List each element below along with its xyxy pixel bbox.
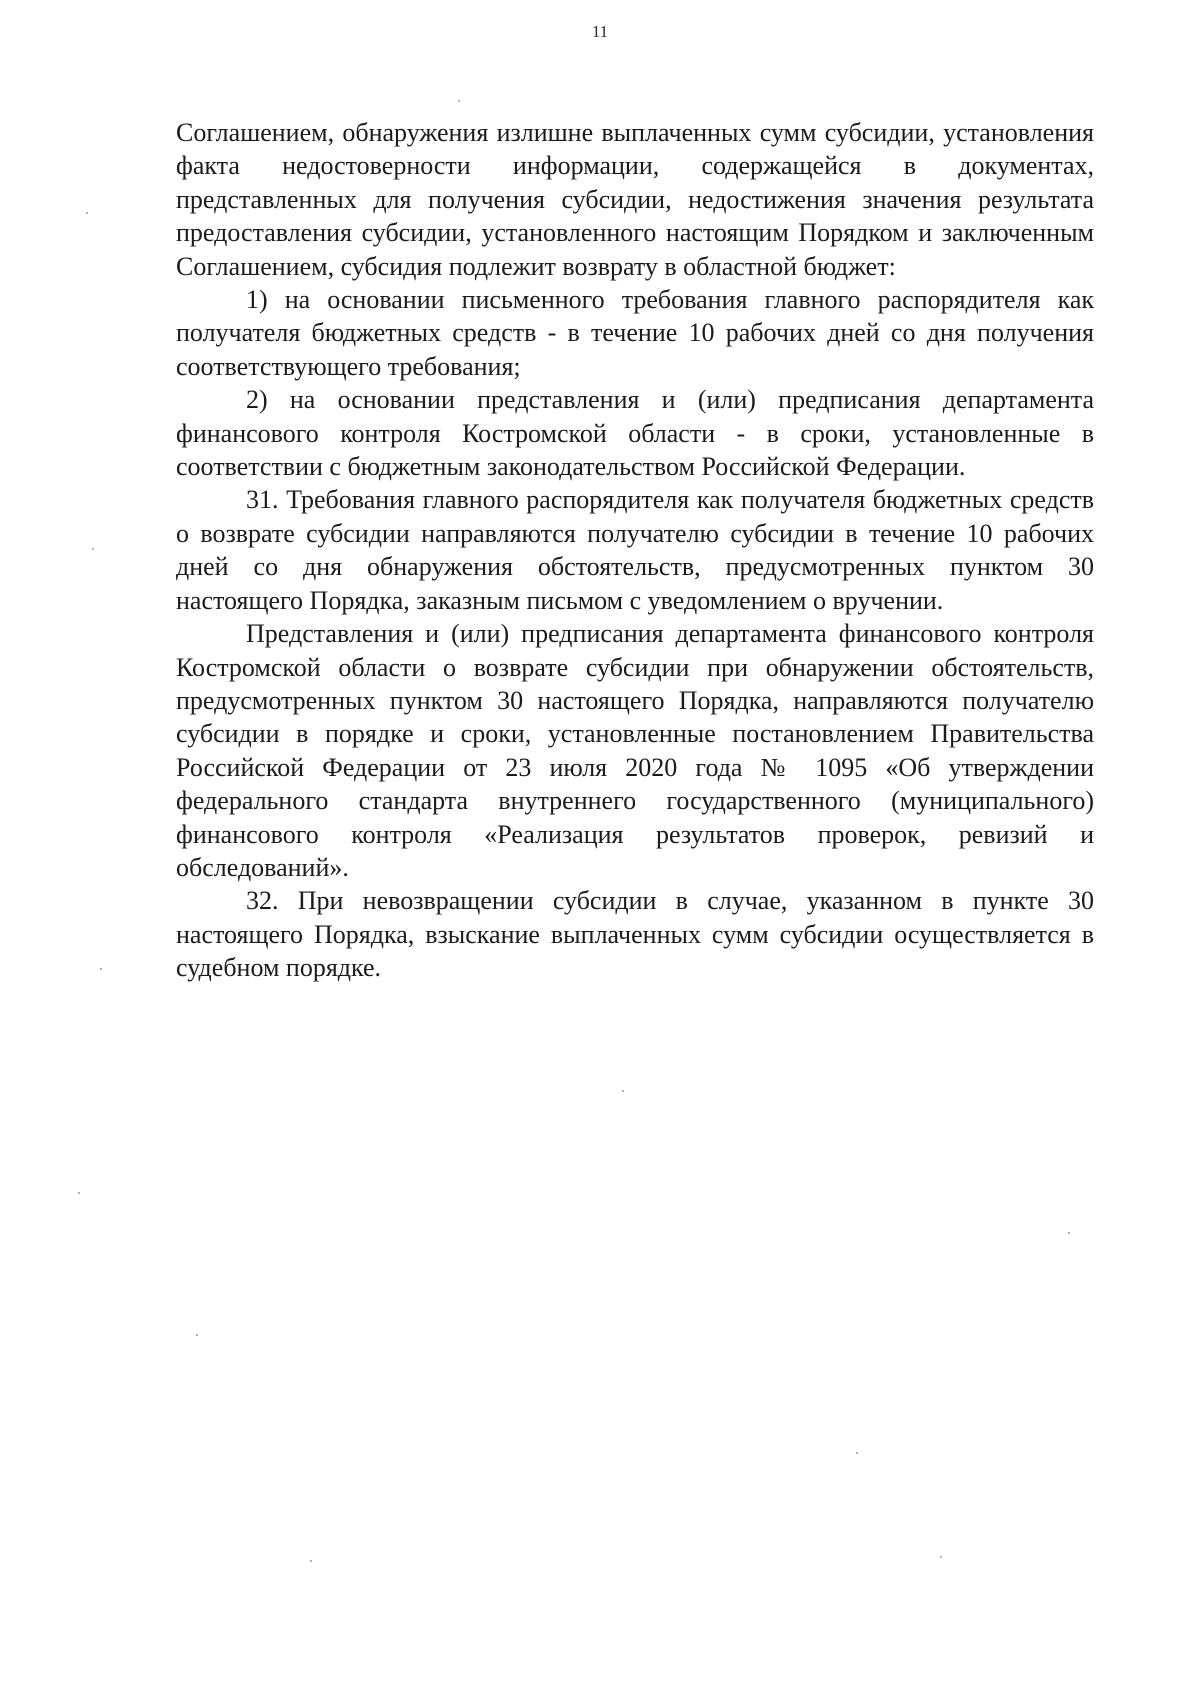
scan-speck xyxy=(856,1452,858,1454)
scan-speck xyxy=(310,1560,312,1562)
paragraph-item-2: 2) на основании представления и (или) предписания департамента финансового контроля Костромской области - в сроки, установленные в соответствии с бюджетным законодательством Российской Федерации. xyxy=(176,385,1094,482)
scan-speck xyxy=(100,968,102,970)
page-number: 11 xyxy=(591,22,609,41)
scan-speck xyxy=(86,212,88,214)
document-body xyxy=(176,116,1094,985)
scan-speck xyxy=(196,1334,198,1336)
scan-speck xyxy=(458,100,460,102)
scan-speck xyxy=(622,1090,624,1092)
scan-speck xyxy=(940,1556,942,1558)
scan-speck xyxy=(1068,1232,1070,1234)
paragraph-continuation: Соглашением, обнаружения излишне выплаченных сумм субсидии, установления факта недостоверности информации, содержащейся в документах, представленных для получения субсидии, недостижения значения результата предоставления субсидии, установленного настоящим Порядком и заключенным Соглашением, субсидия подлежит возврату в областной бюджет: xyxy=(176,118,1094,281)
paragraph-item-1: 1) на основании письменного требования главного распорядителя как получателя бюджетных средств - в течение 10 рабочих дней со дня получения соответствующего требования; xyxy=(176,285,1094,381)
paragraph-clause-31: 31. Требования главного распорядителя как получателя бюджетных средств о возврате субсидии направляются получателю субсидии в течение 10 рабочих дней со дня обнаружения обстоятельств, предусмотренных пунктом 30 настоящего Порядка, заказным письмом с уведомлением о вручении. xyxy=(176,485,1094,615)
paragraph-clause-32: 32. При невозвращении субсидии в случае, указанном в пункте 30 настоящего Порядка, взыскание выплаченных сумм субсидии осуществляется в судебном порядке. xyxy=(176,886,1094,983)
scan-speck xyxy=(78,1192,80,1194)
scan-speck xyxy=(92,548,94,550)
paragraph-clause-31-continued: Представления и (или) предписания департамента финансового контроля Костромской области о возврате субсидии при обнаружении обстоятельств, предусмотренных пунктом 30 настоящего Порядка, направляются получателю субсидии в порядке и сроки, установленные постановлением Правительства Российской Федерации от 23 июля 2020 года № 1095 «Об утверждении федерального стандарта внутреннего государственного (муниципального) финансового контроля «Реализация результатов проверок, ревизий и обследований». xyxy=(176,619,1094,882)
